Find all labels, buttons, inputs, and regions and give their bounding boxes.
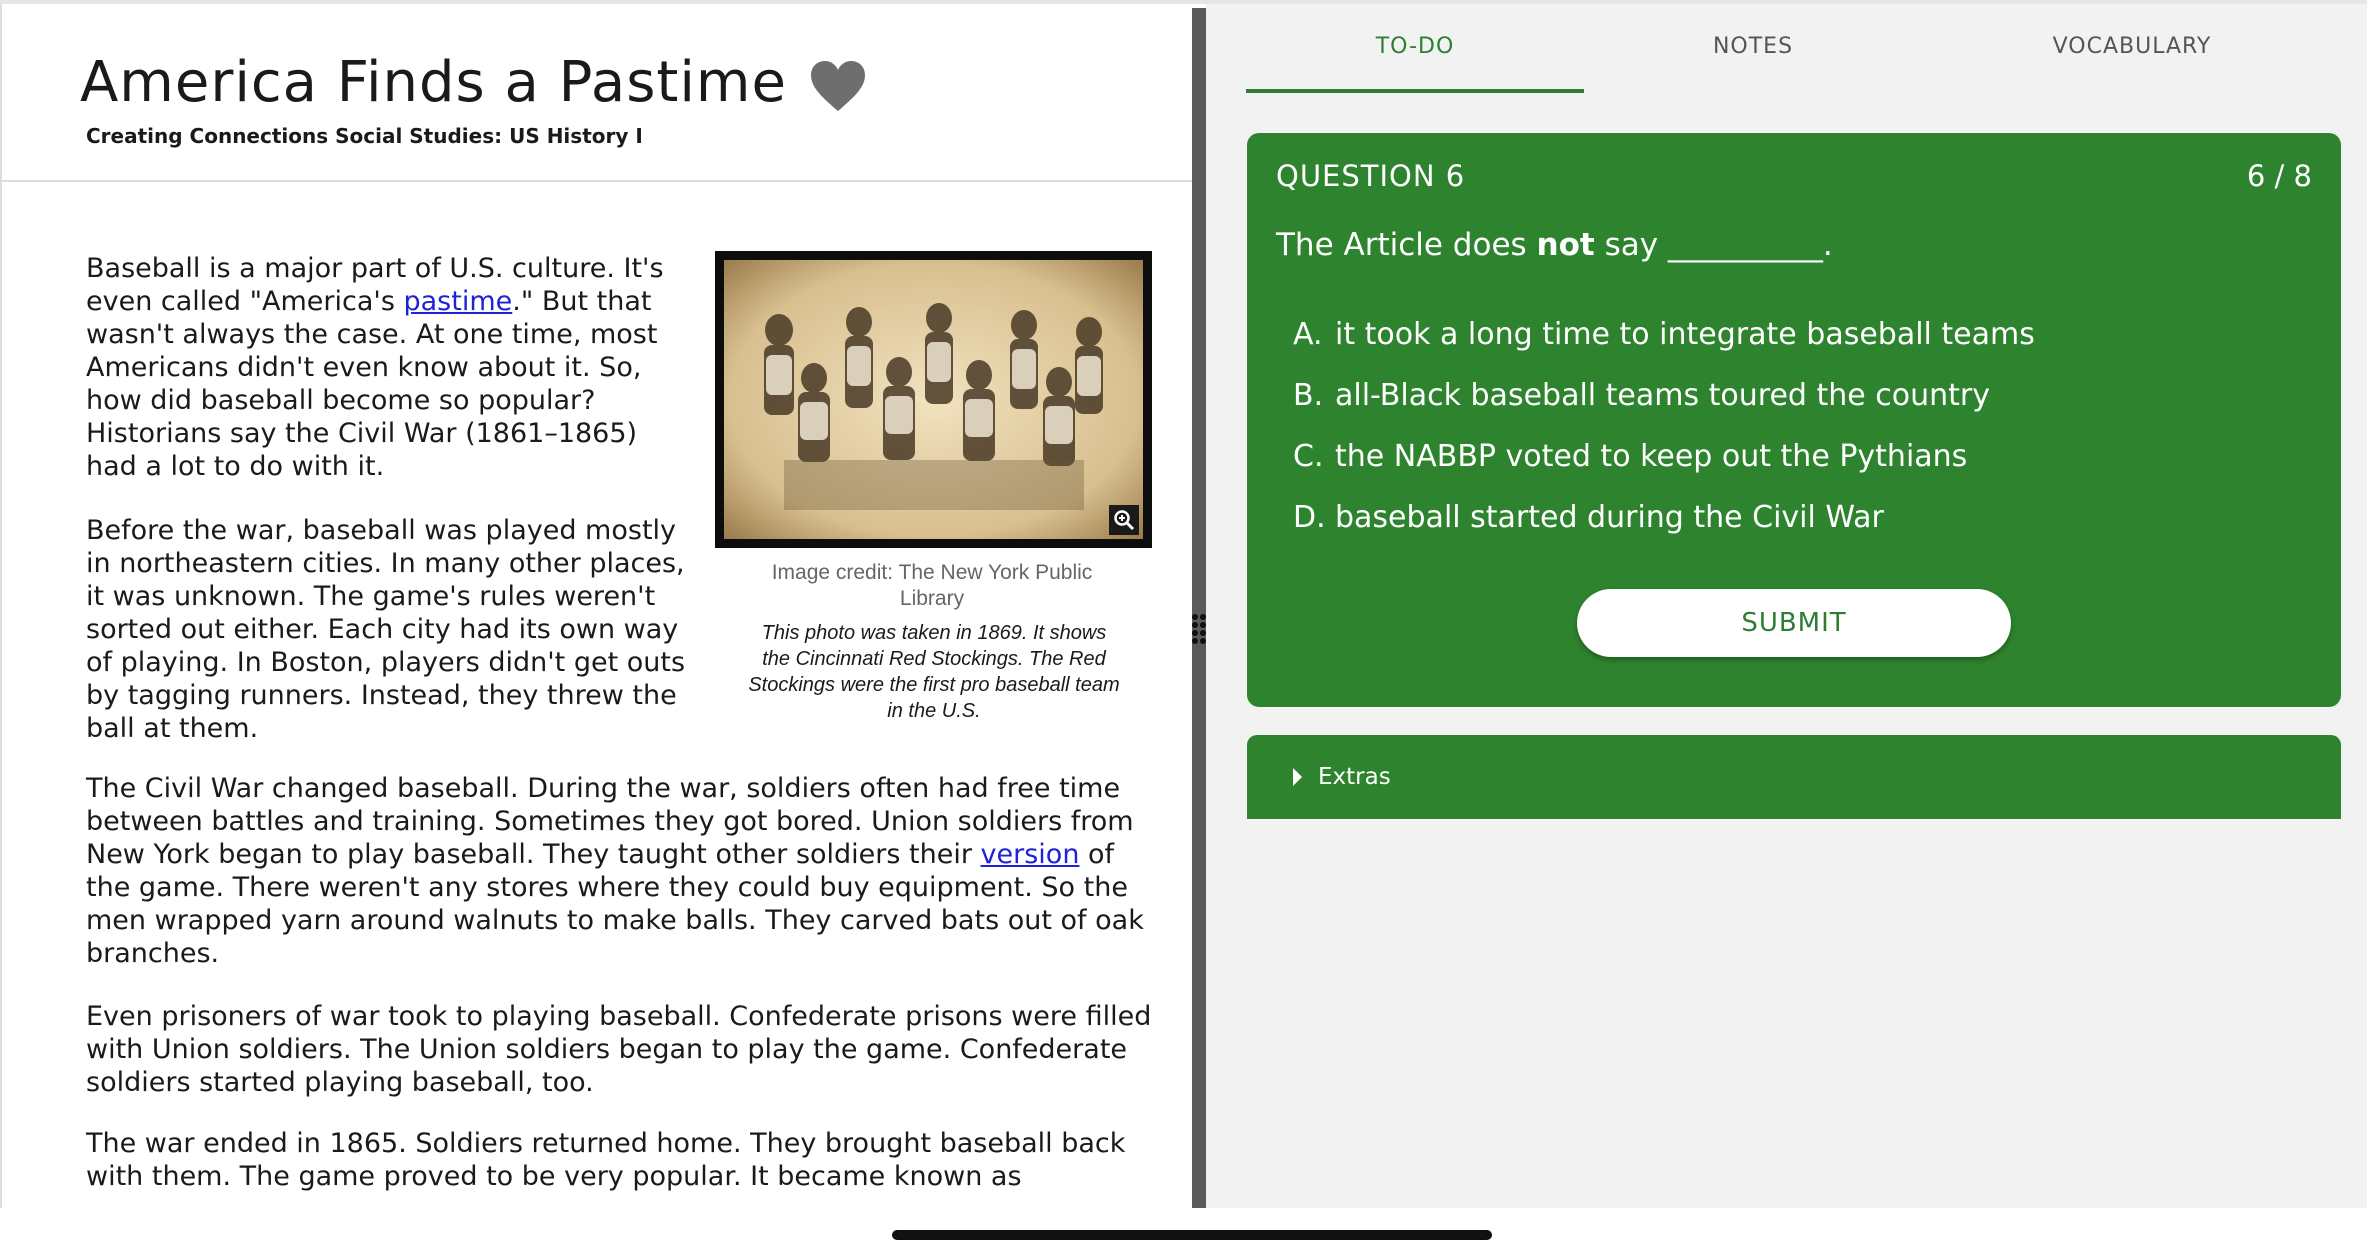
article-paragraph-5: The war ended in 1865. Soldiers returned home. They brought baseball back with them. The game proved to be very popular. It became known as [86,1128,1126,1192]
question-card [1247,133,2341,707]
team-photo-image [724,260,1143,539]
home-indicator[interactable] [892,1230,1492,1240]
tab-vocabulary[interactable]: VOCABULARY [2052,34,2212,59]
article-paragraph-4: Even prisoners of war took to playing baseball. Confederate prisons were filled with Union soldiers. The Union soldiers began to play the game. Confederate soldiers started playing baseball, too. [86,1001,1152,1098]
zoom-in-icon[interactable] [1109,505,1139,535]
active-tab-indicator [1246,89,1584,93]
question-prompt [1276,227,1833,263]
vocab-link-pastime[interactable]: pastime [403,286,513,317]
option-letter: B. [1293,378,1324,413]
article-photo[interactable] [715,251,1152,548]
submit-button[interactable]: SUBMIT [1577,589,2011,657]
article-pane[interactable] [0,4,1192,1214]
activity-pane [1206,4,2367,1208]
question-progress: 6 / 8 [2246,159,2312,193]
header-divider [2,180,1192,182]
option-text: the NABBP voted to keep out the Pythians [1335,439,1968,474]
answer-option-c[interactable] [1293,439,1967,474]
pane-resize-divider[interactable] [1192,8,1206,1208]
option-letter: D. [1293,500,1326,535]
tab-notes[interactable]: NOTES [1712,34,1794,59]
option-letter: A. [1293,317,1323,352]
image-credit: Image credit: The New York Public Library [771,561,1093,610]
article-paragraph-3 [86,772,1166,970]
team-photo-illustration [724,260,1143,539]
extras-expander[interactable] [1247,735,2341,819]
article-paragraph-2: Before the war, baseball was played mostly in northeastern cities. In many other places, it was unknown. The game's rules weren't sorted out either. Each city had its own way of playing. In Boston, players didn't get outs by tagging runners. Instead, they threw the ball at them. [86,515,686,744]
option-text: baseball started during the Civil War [1335,500,1884,535]
paragraph-text: ." But that wasn't always the case. At one time, most Americans didn't even know about it. So, how did baseball become so popular? Historians say the Civil War (1861–1865) had a lot to do with it. [86,286,658,482]
answer-option-d[interactable] [1293,500,1884,535]
tab-to-do[interactable]: TO-DO [1375,34,1455,59]
option-text: it took a long time to integrate baseball teams [1335,317,2035,352]
article-header [80,50,867,115]
paragraph-text: The Civil War changed baseball. During the war, soldiers often had free time between battles and training. Sometimes they got bored. Union soldiers from New York began to play baseball. They taught other soldiers their [86,773,1134,870]
paragraph-text: of the game. There weren't any stores where they could buy equipment. So the men wrapped yarn around walnuts to make balls. They carved bats out of oak branches. [86,839,1144,969]
prompt-emphasis: not [1536,227,1595,263]
article-title: America Finds a Pastime [80,50,787,115]
heart-icon[interactable] [809,59,867,113]
extras-label: Extras [1318,764,1391,790]
tab-bar [1246,4,2366,94]
article-subtitle: Creating Connections Social Studies: US History I [86,124,643,148]
image-caption: This photo was taken in 1869. It shows the Cincinnati Red Stockings. The Red Stockings were the first pro baseball team in the U.S. [748,622,1120,722]
option-letter: C. [1293,439,1324,474]
prompt-text: The Article does [1276,227,1537,263]
paragraph-text: Baseball is a major part of U.S. culture. It's even called "America's [86,253,664,317]
answer-option-a[interactable] [1293,317,2035,352]
article-paragraph-1 [86,252,686,483]
prompt-text: say __________. [1594,227,1833,263]
caret-right-icon [1293,768,1302,786]
question-number: QUESTION 6 [1276,159,1466,193]
answer-option-b[interactable] [1293,378,1990,413]
option-text: all-Black baseball teams toured the country [1335,378,1990,413]
vocab-link-version[interactable]: version [980,839,1080,870]
